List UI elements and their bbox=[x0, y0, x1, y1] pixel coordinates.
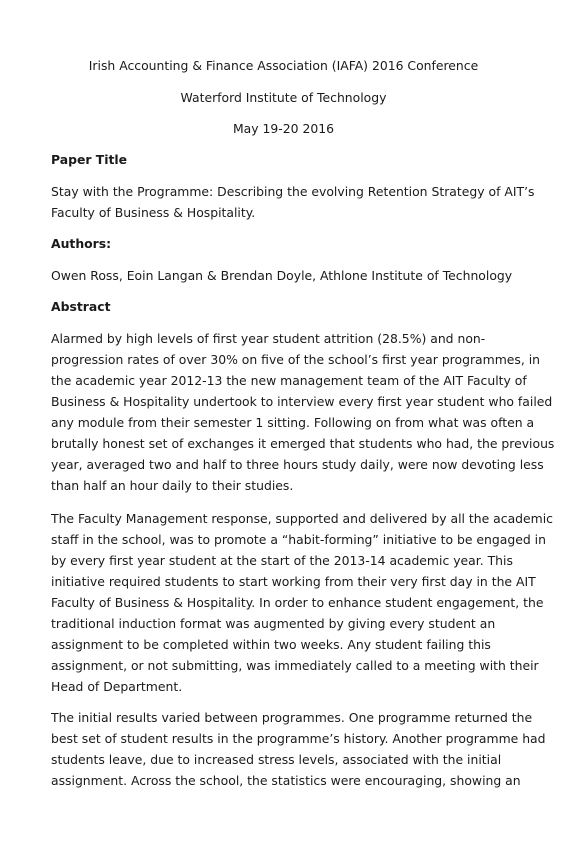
abstract-line: by every first year student at the start of the 2013-14 academic year. This bbox=[51, 553, 513, 568]
authors-heading: Authors: bbox=[51, 236, 112, 251]
abstract-line: staff in the school, was to promote a “habit-forming” initiative to be engaged in bbox=[51, 532, 546, 547]
abstract-line: assignment. Across the school, the statistics were encouraging, showing an bbox=[51, 773, 521, 788]
abstract-line: initiative required students to start working from their very first day in the AIT bbox=[51, 574, 536, 589]
abstract-line: year, averaged two and half to three hours study daily, were now devoting less bbox=[51, 457, 544, 472]
abstract-paragraph-3 bbox=[51, 707, 546, 791]
abstract-line: the academic year 2012-13 the new management team of the AIT Faculty of bbox=[51, 373, 527, 388]
paper-title-text bbox=[51, 181, 535, 223]
conference-dates: May 19-20 2016 bbox=[232, 121, 335, 136]
abstract-line: traditional induction format was augmented by giving every student an bbox=[51, 616, 496, 631]
abstract-line: best set of student results in the programme’s history. Another programme had bbox=[51, 731, 546, 746]
abstract-line: Business & Hospitality undertook to interview every first year student who failed bbox=[51, 394, 553, 409]
authors-text bbox=[51, 265, 531, 286]
conference-name: Irish Accounting & Finance Association (IAFA) 2016 Conference bbox=[88, 58, 479, 73]
abstract-line: progression rates of over 30% on five of the school’s first year programmes, in bbox=[51, 352, 541, 367]
conference-venue: Waterford Institute of Technology bbox=[180, 90, 387, 105]
abstract-line: brutally honest set of exchanges it emerged that students who had, the previous bbox=[51, 436, 555, 451]
abstract-line: than half an hour daily to their studies. bbox=[51, 478, 294, 493]
authors-line: Owen Ross, Eoin Langan & Brendan Doyle, Athlone Institute of Technology bbox=[51, 268, 513, 283]
abstract-line: Faculty of Business & Hospitality. In order to enhance student engagement, the bbox=[51, 595, 544, 610]
abstract-line: students leave, due to increased stress levels, associated with the initial bbox=[51, 752, 502, 767]
abstract-heading: Abstract bbox=[51, 299, 111, 314]
abstract-line: The Faculty Management response, supported and delivered by all the academic bbox=[51, 511, 553, 526]
abstract-line: Alarmed by high levels of first year student attrition (28.5%) and non- bbox=[51, 331, 486, 346]
abstract-paragraph-1 bbox=[51, 328, 555, 496]
abstract-paragraph-2 bbox=[51, 508, 553, 697]
paper-title-line: Faculty of Business & Hospitality. bbox=[51, 205, 256, 220]
abstract-line: The initial results varied between programmes. One programme returned the bbox=[51, 710, 533, 725]
abstract-line: assignment, or not submitting, was immediately called to a meeting with their bbox=[51, 658, 539, 673]
abstract-line: assignment to be completed within two weeks. Any student failing this bbox=[51, 637, 491, 652]
abstract-line: any module from their semester 1 sitting. Following on from what was often a bbox=[51, 415, 535, 430]
abstract-line: Head of Department. bbox=[51, 679, 183, 694]
paper-title-heading: Paper Title bbox=[51, 152, 128, 167]
paper-title-line: Stay with the Programme: Describing the evolving Retention Strategy of AIT’s bbox=[51, 184, 535, 199]
